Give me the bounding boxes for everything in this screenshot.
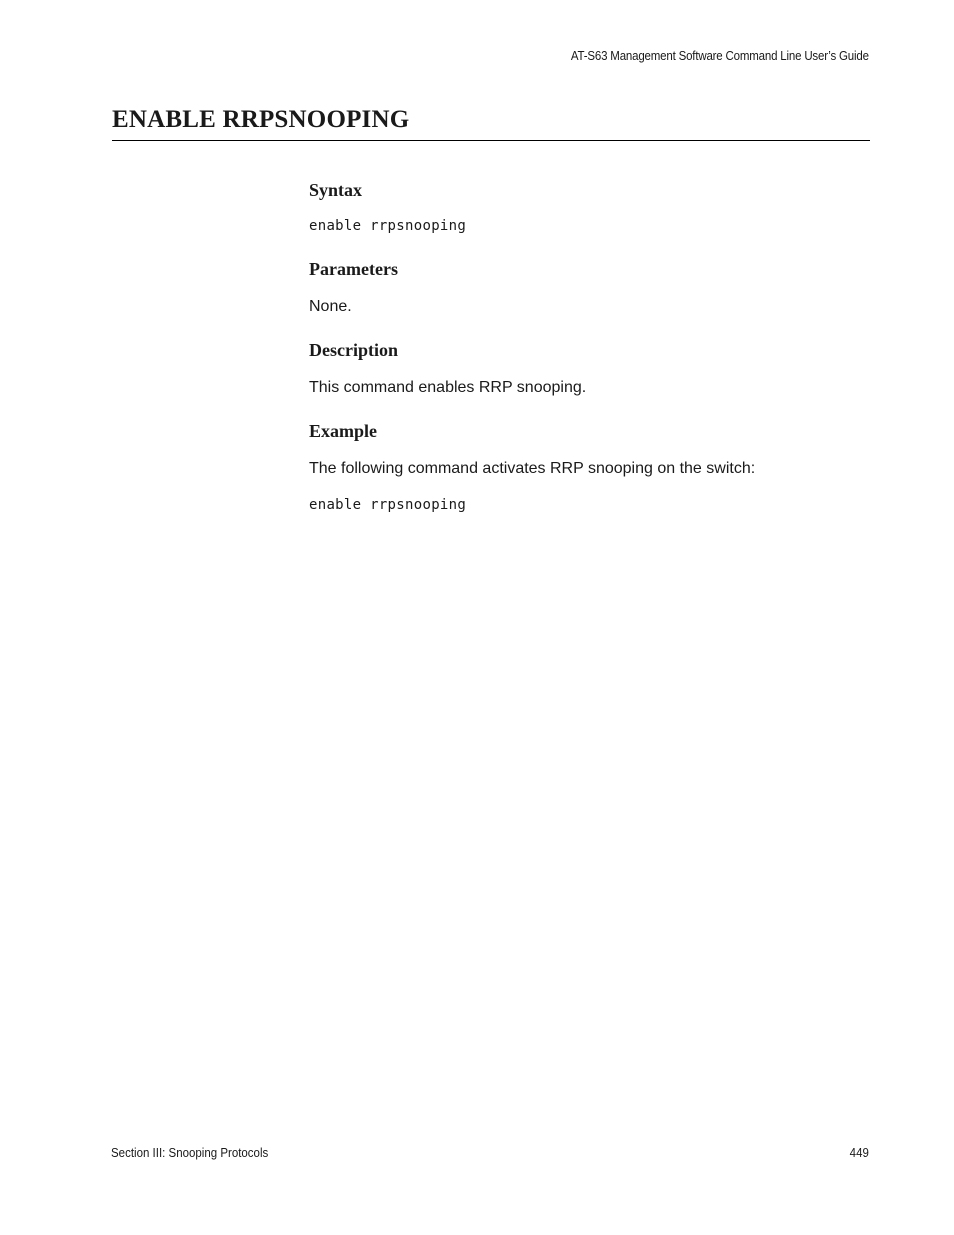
footer-page-number: 449: [849, 1146, 869, 1160]
page-title: ENABLE RRPSNOOPING: [112, 106, 410, 133]
parameters-text: None.: [309, 298, 352, 315]
footer-section-label: Section III: Snooping Protocols: [111, 1146, 269, 1160]
description-text: This command enables RRP snooping.: [309, 379, 587, 396]
title-divider: [112, 140, 870, 141]
parameters-heading: Parameters: [309, 259, 398, 279]
syntax-code: enable rrpsnooping: [309, 218, 467, 234]
running-header: AT-S63 Management Software Command Line User’s Guide: [571, 49, 869, 63]
description-heading: Description: [309, 340, 398, 360]
example-text: The following command activates RRP snooping on the switch:: [309, 460, 756, 477]
syntax-heading: Syntax: [309, 180, 363, 200]
example-code: enable rrpsnooping: [309, 497, 467, 513]
example-heading: Example: [309, 421, 378, 441]
